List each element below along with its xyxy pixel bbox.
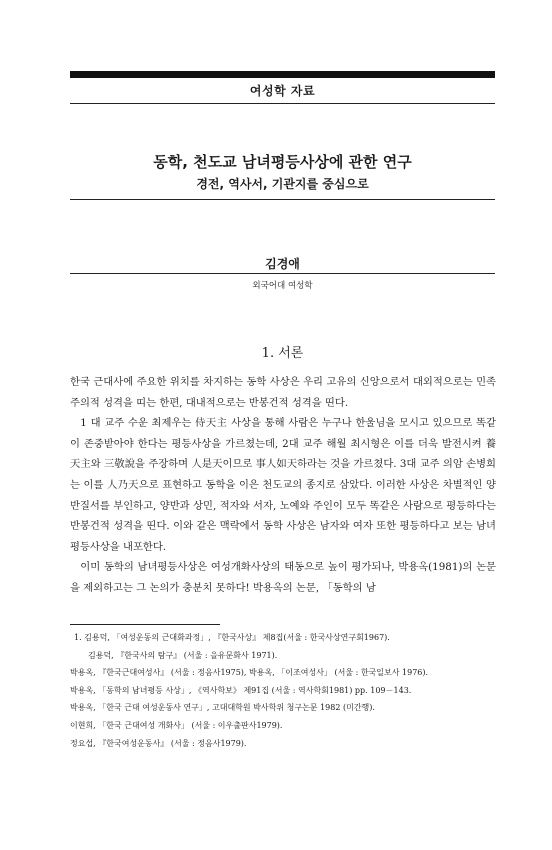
footnote-line: 박용옥, 『한국근대여성사』 (서울 : 정음사1975), 박용옥, 「이조여성사」 (서울 : 한국일보사 1976).	[70, 668, 429, 678]
footnote-line: 1. 김용덕, 「여성운동의 근대화과정」, 『한국사상』 제8집(서울 : 한국사상연구회1967).	[74, 633, 390, 642]
body-paragraph: 1 대 교주 수운 최제우는 侍天主 사상을 통해 사람은 누구나 한울님을 모시고 있으므로 똑같이 존중받아야 한다는 평등사상을 가르쳤는데, 2대 교주 해월 최시형은 이를 더욱 발전시켜 養天主와 三敬說을 주장하며 人是天이므로 事人如天하라는 것을 가르쳤다. 3대 교주 의암 손병희는 이를 人乃天으로 표현하고 동학을 이은 천도교의 종지로 삼았다. 이러한 사상은 차별적인 양반질서를 부인하고, 양반과 상민, 적자와 서자, 노예와 주인이 모두 똑같은 사람으로 평등하다는 반봉건적 성격을 띤다. 이와 같은 맥락에서 동학 사상은 남자와 여자 또한 평등하다고 보는 남녀평등사상을 내포한다.	[70, 417, 496, 553]
footnote-line: 이현희, 「한국 근대여성 개화사」 (서울 : 이우출판사1979).	[70, 720, 283, 730]
footnote-rule	[70, 624, 220, 625]
author-rule	[70, 273, 495, 274]
body-text	[70, 372, 496, 599]
author-affiliation: 외국어대 여성학	[252, 281, 313, 291]
header-bar	[70, 71, 495, 78]
footnote-line: 박용옥, 「한국 근대 여성운동사 연구」, 고대대학원 박사학위 청구논문 1982 (미간행).	[70, 703, 375, 713]
title-rule	[70, 199, 495, 200]
footnotes	[70, 629, 496, 752]
footnote-line: 김용덕, 『한국사의 탐구』 (서울 : 을유문화사 1971).	[88, 650, 278, 660]
article-subtitle: 경전, 역사서, 기관지를 중심으로	[196, 177, 369, 191]
author-name: 김경애	[265, 257, 300, 271]
article-title: 동학, 천도교 남녀평등사상에 관한 연구	[153, 153, 412, 171]
section-label: 여성학 자료	[249, 84, 316, 98]
body-paragraph: 한국 근대사에 주요한 위치를 차지하는 동학 사상은 우리 고유의 신앙으로서 대외적으로는 민족주의적 성격을 띠는 한편, 대내적으로는 반봉건적 성격을 띤다.	[70, 376, 496, 409]
body-paragraph: 이미 동학의 남녀평등사상은 여성개화사상의 태동으로 높이 평가되나, 박용옥(1981)의 논문을 제외하고는 그 논의가 충분치 못하다! 박용옥의 논문, 「동학의 남	[70, 561, 496, 594]
header-rule	[70, 103, 495, 104]
footnote-line: 정요섭, 『한국여성운동사』 (서울 : 정음사1979).	[70, 738, 247, 748]
footnote-line: 박용옥, 「동학의 남녀평등 사상」, 《역사학보》 제91집 (서울 : 역사학회1981) pp. 109－143.	[70, 685, 412, 695]
section-heading: 1. 서론	[261, 346, 304, 361]
